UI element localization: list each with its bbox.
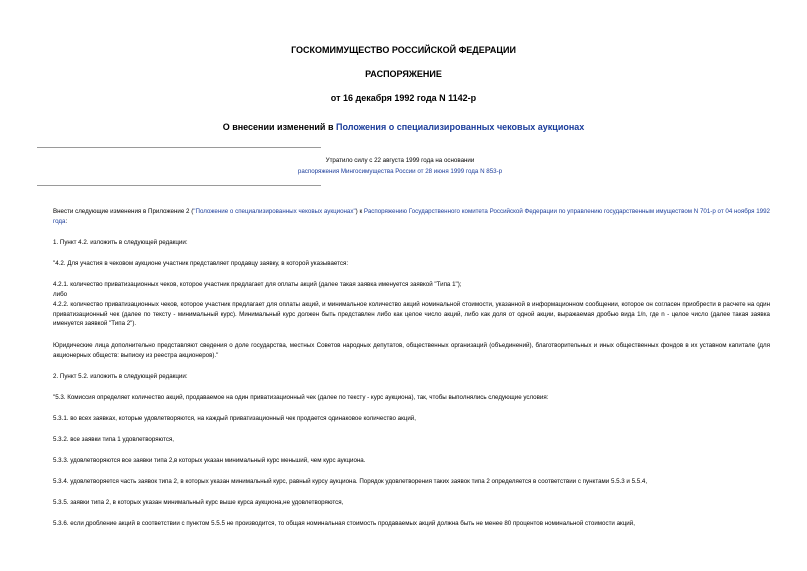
item-5-3-1: 5.3.1. во всех заявках, которые удовлетворяются, на каждый приватизационный чек продается одинаковое количество акций, <box>53 415 416 422</box>
intro-paragraph <box>53 207 770 226</box>
document-type-heading: РАСПОРЯЖЕНИЕ <box>365 69 442 79</box>
item-4-2-2: 4.2.2. количество приватизационных чеков, которое участник предлагает для оплаты акций, и минимальное количество акций номинальной стоимости, указанной в информационном сообщении, которое он согласен приобрести в расчете на один приватизационный чек (далее по тексту - минимальный курс). Минимальный курс должен быть представлен либо как целое число акций, либо как доля от одной акции, выражаемая дробью вида 1/n, где n - целое число (далее такая заявка именуется заявкой "Типа 2"). <box>53 301 770 328</box>
status-divider-top <box>37 147 321 148</box>
repeal-order-link[interactable]: распоряжения Мингосимущества России от 28 июня 1999 года N 853-р <box>297 168 503 175</box>
intro-mid: ) к <box>355 208 364 215</box>
item-5-3-5: 5.3.5. заявки типа 2, в которых указан минимальный курс выше курса аукциона,не удовлетворяются, <box>53 499 344 506</box>
intro-prefix: Внести следующие изменения в Приложение 2 ( <box>53 208 194 215</box>
title-prefix: О внесении изменений в <box>222 122 336 132</box>
item-2: 2. Пункт 5.2. изложить в следующей редакции: <box>53 373 188 380</box>
item-1: 1. Пункт 4.2. изложить в следующей редакции: <box>53 239 188 246</box>
repeal-status-text: Утратило силу с 22 августа 1999 года на основании <box>325 157 475 164</box>
item-5-3: "5.3. Комиссия определяет количество акций, продаваемое на один приватизационный чек (далее по тексту - курс аукциона), так, чтобы выполнялись следующие условия: <box>53 394 549 401</box>
intro-regulation-link[interactable]: "Положение о специализированных чековых аукционах" <box>193 208 356 215</box>
item-4-2: "4.2. Для участия в чековом аукционе участник представляет продавцу заявку, в которой указывается: <box>53 260 349 267</box>
title-regulation-link[interactable]: Положения о специализированных чековых аукционах <box>335 122 585 132</box>
item-5-3-6: 5.3.6. если дробление акций в соответствии с пунктом 5.5.5 не производится, то общая номинальная стоимость продаваемых акций должна быть не менее 80 процентов номинальной стоимости акций, <box>53 520 635 527</box>
document-date-number: от 16 декабря 1992 года N 1142-р <box>330 93 477 103</box>
document-title <box>0 122 807 132</box>
status-divider-bottom <box>37 185 321 186</box>
item-5-3-3: 5.3.3. удовлетворяются все заявки типа 2,в которых указан минимальный курс меньший, чем курс аукциона. <box>53 457 366 464</box>
item-5-3-2: 5.3.2. все заявки типа 1 удовлетворяются, <box>53 436 175 443</box>
item-or: либо <box>53 291 68 298</box>
intro-suffix: : <box>65 217 68 225</box>
item-5-3-4: 5.3.4. удовлетворяется часть заявок типа 2, в которых указан минимальный курс, равный курсу аукциона. Порядок удовлетворения таких заявок типа 2 определяется в соответствии с пунктами 5.5.3 и 5.5.4, <box>53 478 648 485</box>
item-4-2-1: 4.2.1. количество приватизационных чеков, которое участник предлагает для оплаты акций (далее такая заявка именуется заявкой "Типа 1"); <box>53 281 462 288</box>
agency-heading: ГОСКОМИМУЩЕСТВО РОССИЙСКОЙ ФЕДЕРАЦИИ <box>291 45 516 55</box>
intro-order-link[interactable]: Распоряжению Государственного комитета Российской Федерации по управлению государственным имуществом N 701-р от 04 ноября 1992 года <box>53 208 770 225</box>
legal-entities-paragraph: Юридические лица дополнительно представляют сведения о доле государства, местных Советов народных депутатов, общественных организаций (объединений), благотворительных и иных общественных фондов в их уставном капитале (для акционерных обществ: выписку из реестра акционеров)." <box>53 342 770 359</box>
